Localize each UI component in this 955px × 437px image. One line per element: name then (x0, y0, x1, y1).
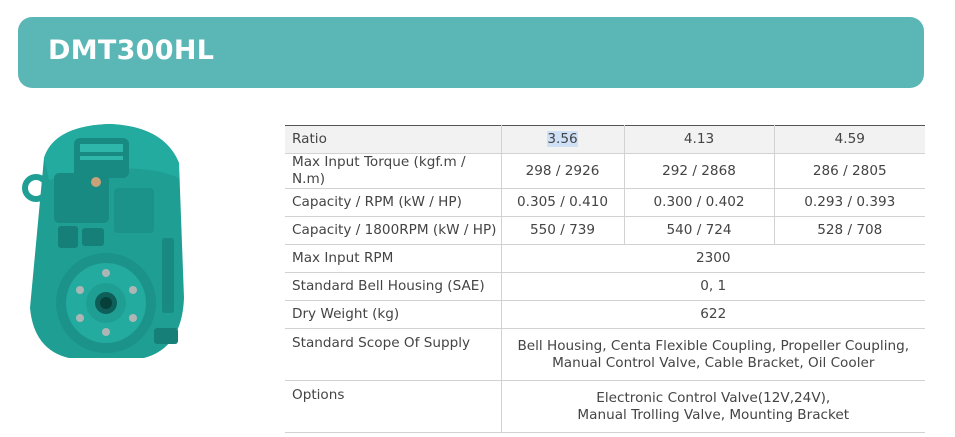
spec-value-text: 550 / 739 (529, 222, 596, 238)
spec-value-text: 0.293 / 0.393 (804, 194, 896, 210)
spec-value (624, 189, 774, 217)
spec-label: Max Input Torque (kgf.m / N.m) (285, 154, 501, 189)
title-banner (18, 17, 924, 88)
spec-value-line: Electronic Control Valve(12V,24V), (596, 389, 831, 406)
spec-value-text: 3.56 (547, 131, 578, 147)
spec-label: Ratio (285, 126, 501, 154)
specifications-table (285, 125, 925, 433)
spec-value (501, 126, 624, 154)
spec-label: Capacity / 1800RPM (kW / HP) (285, 217, 501, 245)
spec-row (285, 301, 925, 329)
spec-value-line: Bell Housing, Centa Flexible Coupling, Propeller Coupling, (517, 337, 910, 354)
spec-value (501, 217, 624, 245)
spec-value-line: Manual Trolling Valve, Mounting Bracket (577, 406, 850, 423)
spec-row (285, 245, 925, 273)
spec-label: Standard Scope Of Supply (285, 329, 501, 381)
spec-value-text: 286 / 2805 (812, 162, 887, 179)
spec-value (774, 126, 925, 154)
spec-label: Capacity / RPM (kW / HP) (285, 189, 501, 217)
spec-row (285, 329, 925, 381)
spec-row (285, 217, 925, 245)
spec-value-text: 4.13 (683, 131, 715, 147)
spec-label: Standard Bell Housing (SAE) (285, 273, 501, 301)
spec-value-text: 540 / 724 (666, 222, 732, 238)
spec-value-text: 292 / 2868 (662, 162, 736, 179)
spec-value-text: 298 / 2926 (525, 162, 600, 179)
spec-value (774, 154, 925, 189)
spec-value-text: 528 / 708 (817, 222, 883, 238)
spec-value (624, 126, 774, 154)
spec-value (774, 217, 925, 245)
spec-value-text: 0.300 / 0.402 (653, 194, 745, 210)
spec-row (285, 189, 925, 217)
spec-value: 0, 1 (501, 273, 925, 301)
spec-value-line: Manual Control Valve, Cable Bracket, Oil Cooler (552, 354, 875, 371)
spec-value (624, 154, 774, 189)
spec-row (285, 126, 925, 154)
product-title: DMT300HL (48, 35, 215, 66)
spec-label: Options (285, 381, 501, 433)
spec-value (501, 189, 624, 217)
spec-value (624, 217, 774, 245)
spec-row (285, 273, 925, 301)
spec-value (501, 381, 925, 433)
spec-value: 622 (501, 301, 925, 329)
spec-value-text: 0.305 / 0.410 (516, 194, 609, 210)
spec-value (501, 154, 624, 189)
spec-label: Dry Weight (kg) (285, 301, 501, 329)
spec-value: 2300 (501, 245, 925, 273)
spec-label: Max Input RPM (285, 245, 501, 273)
spec-value (774, 189, 925, 217)
spec-value-text: 4.59 (834, 131, 865, 147)
spec-row (285, 154, 925, 189)
product-image (14, 118, 192, 364)
spec-row (285, 381, 925, 433)
spec-value (501, 329, 925, 381)
